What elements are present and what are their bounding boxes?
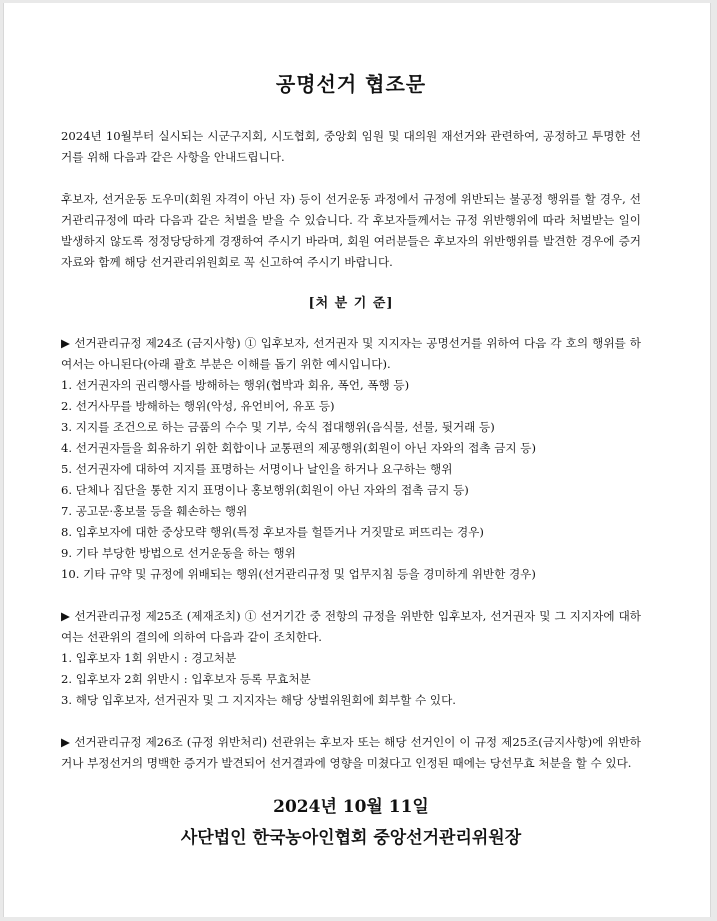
article-26-lead: ▶ 선거관리규정 제26조 (규정 위반처리) 선관위는 후보자 또는 해당 선거인이 이 규정 제25조(금지사항)에 위반하거나 부정선거의 명백한 증거가 발견되어 선거결과에 영향을 미쳤다고 인정된 때에는 당선무효 처분을 할 수 있다. — [61, 735, 641, 770]
article-25-lead: ▶ 선거관리규정 제25조 (제재조치) ① 선거기간 중 전항의 규정을 위반한 입후보자, 선거권자 및 그 지지자에 대하여는 선관위의 결의에 의하여 다음과 같이 조치한다. — [61, 609, 641, 644]
list-item: 3. 지지를 조건으로 하는 금품의 수수 및 기부, 숙식 접대행위(음식물, 선물, 뒷거래 등) — [61, 420, 495, 434]
article-26-block — [61, 732, 641, 774]
list-item: 5. 선거권자에 대하여 지지를 표명하는 서명이나 날인을 하거나 요구하는 행위 — [61, 462, 453, 476]
document-title: 공명선거 협조문 — [275, 72, 427, 96]
list-item: 9. 기타 부당한 방법으로 선거운동을 하는 행위 — [61, 546, 296, 560]
notice-paragraph: 후보자, 선거운동 도우미(회원 자격이 아닌 자) 등이 선거운동 과정에서 규정에 위반되는 불공정 행위를 할 경우, 선거관리규정에 따라 다음과 같은 처벌을 받을 수 있습니다. 각 후보자들께서는 규정 위반행위에 따라 처벌받는 일이 발생하지 않도록 정정당당하게 경쟁하여 주시기 바라며, 회원 여러분들은 후보자의 위반행위를 발견한 경우에 증거자료와 함께 해당 선거관리위원회로 꼭 신고하여 주시기 바랍니다. — [61, 192, 641, 269]
article-24-block — [61, 333, 641, 585]
list-item: 2. 선거사무를 방해하는 행위(악성, 유언비어, 유포 등) — [61, 399, 335, 413]
document-body — [61, 69, 641, 851]
document-signer: 사단법인 한국농아인협회 중앙선거관리위원장 — [180, 828, 522, 848]
article-24-list — [61, 375, 641, 585]
list-item: 1. 입후보자 1회 위반시 : 경고처분 — [61, 651, 237, 665]
document-date: 2024년 10월 11일 — [273, 797, 429, 817]
list-item: 7. 공고문·홍보물 등을 훼손하는 행위 — [61, 504, 248, 518]
article-25-list — [61, 648, 641, 711]
section-heading: [처 분 기 준] — [308, 296, 394, 311]
article-25-block — [61, 606, 641, 711]
list-item: 1. 선거권자의 권리행사를 방해하는 행위(협박과 회유, 폭언, 폭행 등) — [61, 378, 410, 392]
list-item: 8. 입후보자에 대한 중상모략 행위(특정 후보자를 헐뜯거나 거짓말로 퍼뜨리는 경우) — [61, 525, 484, 539]
list-item: 10. 기타 규약 및 규정에 위배되는 행위(선거관리규정 및 업무지침 등을 경미하게 위반한 경우) — [61, 567, 536, 581]
intro-paragraph: 2024년 10월부터 실시되는 시군구지회, 시도협회, 중앙회 임원 및 대의원 재선거와 관련하여, 공정하고 투명한 선거를 위해 다음과 같은 사항을 안내드립니다. — [61, 129, 641, 164]
list-item: 2. 입후보자 2회 위반시 : 입후보자 등록 무효처분 — [61, 672, 311, 686]
document-page — [3, 3, 711, 917]
list-item: 6. 단체나 집단을 통한 지지 표명이나 홍보행위(회원이 아닌 자와의 접촉 금지 등) — [61, 483, 469, 497]
article-24-lead: ▶ 선거관리규정 제24조 (금지사항) ① 입후보자, 선거권자 및 지지자는 공명선거를 위하여 다음 각 호의 행위를 하여서는 아니된다(아래 괄호 부분은 이해를 돕기 위한 예시입니다). — [61, 336, 641, 371]
list-item: 4. 선거권자들을 회유하기 위한 회합이나 교통편의 제공행위(회원이 아닌 자와의 접촉 금지 등) — [61, 441, 537, 455]
list-item: 3. 해당 입후보자, 선거권자 및 그 지지자는 해당 상벌위원회에 회부할 수 있다. — [61, 693, 456, 707]
